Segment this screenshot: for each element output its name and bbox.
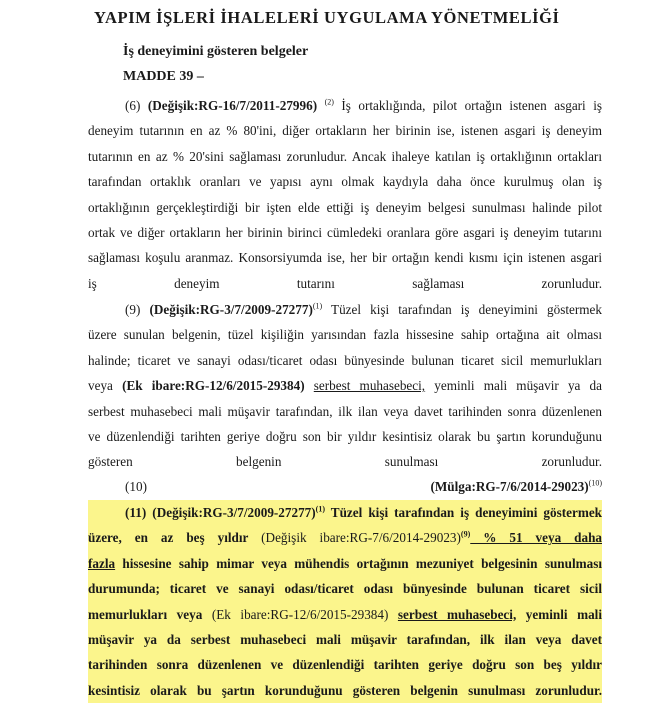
p6-line-6: ortak ve diğer ortakların her birinin birinci cümledeki oranlara göre asgari iş deneyim tutarını — [88, 225, 602, 241]
p9-line-1: (9) (Değişik:RG-3/7/2009-27277)$^{(1)}$ Tüzel kişi tarafından iş deneyimini göstermek — [125, 301, 602, 317]
p9-line-3: halinde; ticaret ve sanayi odası/ticaret odası bünyesinde bulunan ticaret sicil memurlukları — [88, 352, 602, 368]
p6-line-2: deneyim tutarının en az % 80'ini, diğer ortakların her birinin ise, istenen asgari iş deneyim — [88, 123, 602, 139]
p10-line-1: (10) (Mülga:RG-7/6/2014-29023)$^{(10)}$ — [125, 478, 602, 494]
p11-line-4: durumunda; ticaret ve sanayi odası/ticaret odası bünyesinde bulunan ticaret sicil — [88, 576, 602, 601]
p6-line-4: tarafından ortaklık oranları ve yapısı aynı olmak kaydıyla daha önce kurulmuş olan iş — [88, 174, 602, 190]
p6-line-8: iş deneyim tutarını sağlaması zorunludur. — [88, 275, 602, 291]
document-title: YAPIM İŞLERİ İHALELERİ UYGULAMA YÖNETMELİĞİ — [94, 8, 560, 27]
p9-line-5: serbest muhasebeci mali müşavir tarafından, ilk ilan veya davet tarihinden sonra düzenlenen — [88, 403, 602, 419]
p9-line-4: veya (Ek ibare:RG-12/6/2015-29384) serbest muhasebeci, yeminli mali müşavir ya da — [88, 378, 603, 394]
p11-line-7: tarihinden sonra düzenlenen ve düzenlendiği tarihten geriye doğru son beş yıldır — [88, 652, 602, 677]
paragraph-10 — [88, 474, 602, 499]
p11-line-5: memurlukları veya (Ek ibare:RG-12/6/2015-29384) serbest muhasebeci, yeminli mali — [88, 602, 602, 627]
p9-line-2: üzere sunulan belgenin, tüzel kişiliğin yarısından fazla hissesine sahip ortağına ait olması — [88, 327, 602, 343]
p11-line-6: müşavir ya da serbest muhasebeci mali müşavir tarafından, ilk ilan veya davet — [88, 627, 602, 652]
p9-line-6: ve düzenlendiği tarihten geriye doğru son bir yıldır kesintisiz olarak bu şartın korunduğunu — [88, 429, 602, 445]
paragraph-6 — [88, 93, 602, 296]
p11-line-3: fazla hissesine sahip mimar veya mühendis ortağının mezuniyet belgesinin sunulması — [88, 551, 602, 576]
p6-line-3: tutarının en az % 20'sini sağlaması zorunludur. Ancak ihaleye katılan iş ortaklığının ortakları — [88, 148, 602, 164]
p11-line-1: (11) (Değişik:RG-3/7/2009-27277)$^{(1)}$ Tüzel kişi tarafından iş deneyimini göstermek — [88, 500, 602, 525]
p9-line-7: gösteren belgenin sunulması zorunludur. — [88, 454, 602, 470]
article-number: MADDE 39 – — [123, 69, 204, 84]
paragraph-11 — [88, 500, 602, 703]
p6-line-7: sağlaması koşulu aranmaz. Konsorsiyumda ise, her bir ortağın kendi kısmı için istenen asgari — [88, 250, 602, 266]
p6-line-5: ortaklığının gerçekleştirdiği bir işten elde ettiği iş deneyim belgesi sunulması halinde pilot — [88, 199, 602, 215]
paragraph-9 — [88, 297, 602, 475]
p11-line-8: kesintisiz olarak bu şartın korunduğunu gösteren belgenin sunulması zorunludur. — [88, 678, 602, 703]
p11-line-2: üzere, en az beş yıldır (Değişik ibare:RG-7/6/2014-29023)$^{(9)}$ % 51 veya daha — [88, 525, 602, 550]
section-heading: İş deneyimini gösteren belgeler — [123, 44, 309, 59]
p6-line-1: (6) (Değişik:RG-16/7/2011-27996) $^{(2)}$ İş ortaklığında, pilot ortağın istenen asgari iş — [125, 97, 603, 113]
